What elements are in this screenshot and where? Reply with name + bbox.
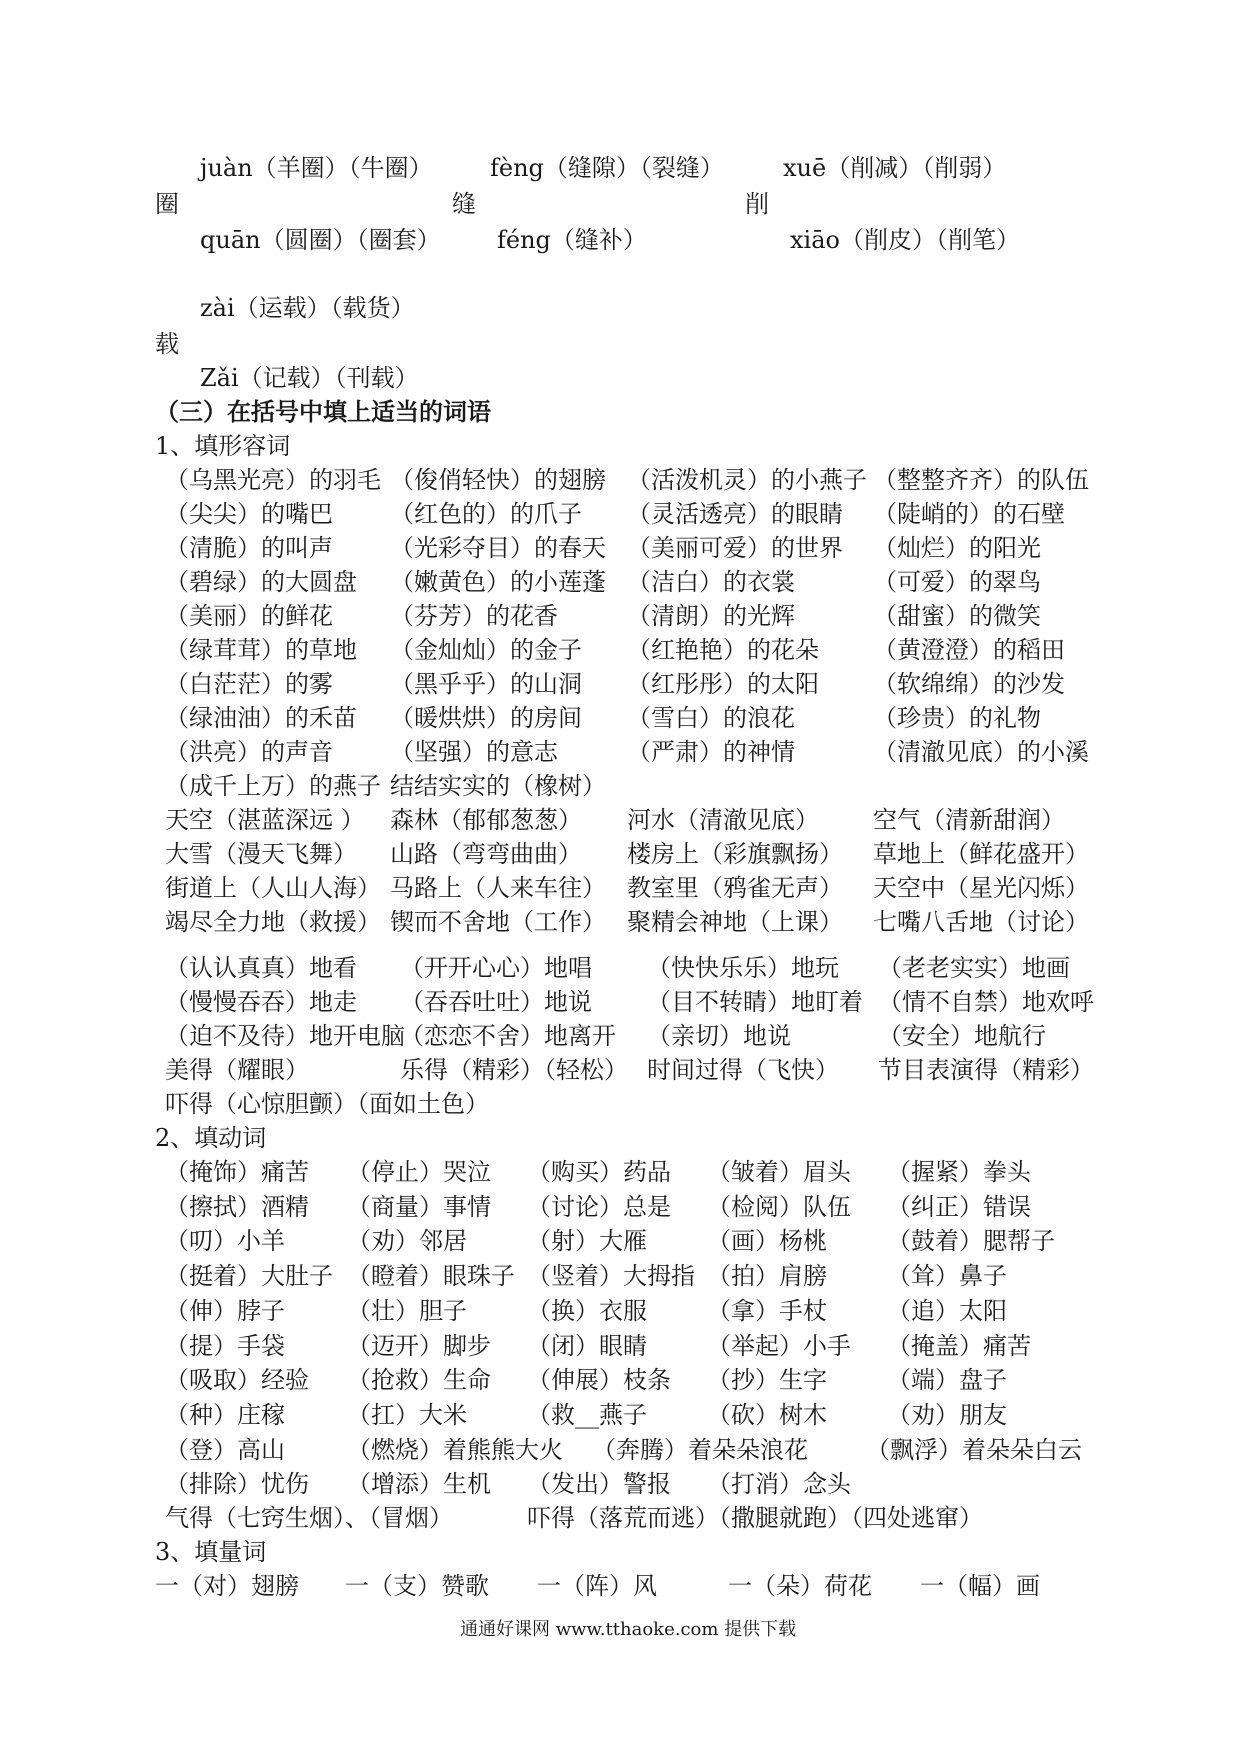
verb-item-r8-c1: （种）庄稼 bbox=[165, 1400, 285, 1429]
measure-item-1: 一（对）翅膀 bbox=[155, 1572, 299, 1600]
verb-item-r4-c2: （瞪着）眼珠子 bbox=[347, 1262, 515, 1291]
adjective-item-r7-c2: （黑乎乎）的山洞 bbox=[390, 670, 582, 698]
verb-item-r5-c5: （追）太阳 bbox=[887, 1296, 1007, 1325]
verb-item-r5-c1: （伸）脖子 bbox=[165, 1296, 285, 1325]
xue-reading-2: xiāo（削皮）（削笔） bbox=[790, 226, 1020, 254]
adjective-item-r2-c3: （灵活透亮）的眼睛 bbox=[627, 500, 843, 528]
adverb-item-r4-c2: 乐得（精彩）（轻松） bbox=[400, 1056, 628, 1084]
section-3-title: （三）在括号中填上适当的词语 bbox=[155, 397, 491, 426]
adjective-item-r11-c3: 河水（清澈见底） bbox=[627, 806, 819, 834]
verb-item-r2-c2: （商量）事情 bbox=[347, 1192, 491, 1221]
adjective-item-r6-c2: （金灿灿）的金子 bbox=[390, 636, 582, 664]
adjective-item-r9-c1: （洪亮）的声音 bbox=[165, 738, 333, 766]
xue-reading-1: xuē（削减）（削弱） bbox=[783, 154, 1007, 182]
verb-item-r3-c5: （鼓着）腮帮子 bbox=[887, 1227, 1055, 1256]
verb-item-r8-c2: （扛）大米 bbox=[347, 1400, 467, 1429]
adverb-item-r3-c3: （亲切）地说 bbox=[647, 1022, 791, 1050]
adverb-item-r2-c1: （慢慢吞吞）地走 bbox=[165, 988, 357, 1016]
verb-item-r2-c4: （检阅）队伍 bbox=[707, 1192, 851, 1221]
adverb-item-r1-c3: （快快乐乐）地玩 bbox=[647, 954, 839, 982]
page-footer: 通通好课网 www.tthaoke.com 提供下载 bbox=[460, 1619, 797, 1640]
verb-item-r6-c4: （举起）小手 bbox=[707, 1331, 851, 1360]
adjective-item-r13-c3: 教室里（鸦雀无声） bbox=[627, 874, 843, 902]
adjective-item-r6-c3: （红艳艳）的花朵 bbox=[627, 636, 819, 664]
subsection-3-title: 3、填量词 bbox=[155, 1538, 267, 1566]
adverb-item-r1-c4: （老老实实）地画 bbox=[878, 954, 1070, 982]
verb-item-r1-c1: （掩饰）痛苦 bbox=[165, 1158, 309, 1186]
adjective-item-r4-c1: （碧绿）的大圆盘 bbox=[165, 568, 357, 596]
feng-reading-2: féng（缝补） bbox=[497, 226, 647, 254]
zai-reading-2: Zǎi（记载）（刊载） bbox=[200, 364, 419, 392]
adjective-item-r10-c1: （成千上万）的燕子 bbox=[165, 772, 381, 800]
adjective-item-r1-c4: （整整齐齐）的队伍 bbox=[873, 466, 1089, 494]
verb-item-r1-c3: （购买）药品 bbox=[527, 1158, 671, 1186]
verb-item-r2-c5: （纠正）错误 bbox=[887, 1192, 1031, 1221]
measure-item-4: 一（朵）荷花 bbox=[728, 1572, 872, 1600]
verb-item-r5-c3: （换）衣服 bbox=[527, 1296, 647, 1325]
adverb-item-r3-c4: （安全）地航行 bbox=[878, 1022, 1046, 1050]
measure-item-3: 一（阵）风 bbox=[537, 1572, 657, 1600]
adjective-item-r5-c1: （美丽）的鲜花 bbox=[165, 602, 333, 630]
adjective-item-r7-c3: （红彤彤）的太阳 bbox=[627, 670, 819, 698]
subsection-1-title: 1、填形容词 bbox=[155, 432, 291, 460]
adjective-item-r13-c1: 街道上（人山人海） bbox=[165, 874, 381, 902]
adjective-item-r2-c1: （尖尖）的嘴巴 bbox=[165, 500, 333, 528]
verb-item-r4-c4: （拍）肩膀 bbox=[707, 1262, 827, 1291]
verb-item-r3-c1: （叨）小羊 bbox=[165, 1227, 285, 1256]
verb-item-r4-c1: （挺着）大肚子 bbox=[165, 1262, 333, 1291]
verb-row-9-item-2: （燃烧）着熊熊大火 bbox=[347, 1436, 563, 1464]
adverb-item-r4-c1: 美得（耀眼） bbox=[165, 1056, 309, 1084]
verb-item-r5-c2: （壮）胆子 bbox=[347, 1296, 467, 1325]
measure-item-2: 一（支）赞歌 bbox=[345, 1572, 489, 1600]
verb-item-r1-c4: （皱着）眉头 bbox=[707, 1158, 851, 1186]
adjective-item-r5-c2: （芬芳）的花香 bbox=[390, 602, 558, 630]
verb-item-r7-c5: （端）盘子 bbox=[887, 1366, 1007, 1395]
adjective-item-r4-c2: （嫩黄色）的小莲蓬 bbox=[390, 568, 606, 596]
adjective-item-r7-c4: （软绵绵）的沙发 bbox=[873, 670, 1065, 698]
verb-item-r4-c5: （耸）鼻子 bbox=[887, 1262, 1007, 1291]
quan-reading-2: quān（圆圈）（圈套） bbox=[200, 226, 441, 254]
xue-char: 削 bbox=[745, 190, 769, 218]
adjective-item-r8-c2: （暖烘烘）的房间 bbox=[390, 704, 582, 732]
adjective-item-r12-c2: 山路（弯弯曲曲） bbox=[390, 840, 582, 868]
verb-row-11-item-1: 气得（七窍生烟）、（冒烟） bbox=[165, 1504, 453, 1532]
adjective-item-r4-c4: （可爱）的翠鸟 bbox=[873, 568, 1041, 596]
adverb-item-r4-c4: 节目表演得（精彩） bbox=[878, 1056, 1094, 1084]
adverb-item-r4-c3: 时间过得（飞快） bbox=[647, 1056, 839, 1084]
adjective-item-r3-c1: （清脆）的叫声 bbox=[165, 534, 333, 562]
adjective-item-r8-c4: （珍贵）的礼物 bbox=[873, 704, 1041, 732]
verb-item-r8-c3: （救__燕子 bbox=[527, 1400, 647, 1429]
verb-item-r2-c3: （讨论）总是 bbox=[527, 1192, 671, 1221]
adjective-item-r3-c4: （灿烂）的阳光 bbox=[873, 534, 1041, 562]
adjective-item-r1-c3: （活泼机灵）的小燕子 bbox=[627, 466, 867, 494]
adjective-item-r14-c2: 锲而不舍地（工作） bbox=[390, 908, 606, 936]
verb-item-r1-c5: （握紧）拳头 bbox=[887, 1158, 1031, 1186]
adjective-item-r10-c2: 结结实实的（橡树） bbox=[390, 772, 606, 800]
verb-item-r3-c2: （劝）邻居 bbox=[347, 1227, 467, 1256]
adjective-item-r3-c3: （美丽可爱）的世界 bbox=[627, 534, 843, 562]
quan-char: 圈 bbox=[155, 190, 179, 218]
adjective-item-r1-c1: （乌黑光亮）的羽毛 bbox=[165, 466, 381, 494]
adverb-item-r2-c4: （情不自禁）地欢呼 bbox=[878, 988, 1094, 1016]
verb-item-r7-c4: （抄）生字 bbox=[707, 1366, 827, 1395]
verb-item-r7-c1: （吸取）经验 bbox=[165, 1366, 309, 1395]
feng-char: 缝 bbox=[452, 190, 476, 218]
adjective-item-r6-c4: （黄澄澄）的稻田 bbox=[873, 636, 1065, 664]
adverb-item-r1-c2: （开开心心）地唱 bbox=[400, 954, 592, 982]
verb-item-r7-c3: （伸展）枝条 bbox=[527, 1366, 671, 1395]
adjective-item-r8-c3: （雪白）的浪花 bbox=[627, 704, 795, 732]
verb-item-r4-c3: （竖着）大拇指 bbox=[527, 1262, 695, 1291]
adjective-item-r14-c4: 七嘴八舌地（讨论） bbox=[873, 908, 1089, 936]
adjective-item-r14-c1: 竭尽全力地（救援） bbox=[165, 908, 381, 936]
adjective-item-r4-c3: （洁白）的衣裳 bbox=[627, 568, 795, 596]
adjective-item-r3-c2: （光彩夺目）的春天 bbox=[390, 534, 606, 562]
quan-reading-1: juàn（羊圈）（牛圈） bbox=[200, 154, 433, 182]
verb-item-r6-c3: （闭）眼睛 bbox=[527, 1331, 647, 1360]
adjective-item-r12-c4: 草地上（鲜花盛开） bbox=[873, 840, 1089, 868]
adjective-item-r14-c3: 聚精会神地（上课） bbox=[627, 908, 843, 936]
verb-row-10-item-3: （发出）警报 bbox=[527, 1470, 671, 1498]
adjective-item-r12-c1: 大雪（漫天飞舞） bbox=[165, 840, 357, 868]
verb-row-10-item-1: （排除）忧伤 bbox=[165, 1470, 309, 1498]
verb-item-r3-c4: （画）杨桃 bbox=[707, 1227, 827, 1256]
adjective-item-r9-c4: （清澈见底）的小溪 bbox=[873, 738, 1089, 766]
verb-row-9-item-3: （奔腾）着朵朵浪花 bbox=[592, 1436, 808, 1464]
verb-row-11-item-2: 吓得（落荒而逃）（撒腿就跑）（四处逃窜） bbox=[527, 1504, 983, 1532]
verb-item-r6-c1: （提）手袋 bbox=[165, 1331, 285, 1360]
adverb-item-r1-c1: （认认真真）地看 bbox=[165, 954, 357, 982]
adjective-item-r2-c2: （红色的）的爪子 bbox=[390, 500, 582, 528]
verb-item-r3-c3: （射）大雁 bbox=[527, 1227, 647, 1256]
subsection-2-title: 2、填动词 bbox=[155, 1124, 267, 1152]
adverb-item-r3-c1: （迫不及待）地开电脑 bbox=[165, 1022, 405, 1050]
adverb-item-r3-c2: （恋恋不舍）地离开 bbox=[400, 1022, 616, 1050]
adjective-item-r8-c1: （绿油油）的禾苗 bbox=[165, 704, 357, 732]
adjective-item-r13-c4: 天空中（星光闪烁） bbox=[873, 874, 1089, 902]
adverb-item-r2-c3: （目不转睛）地盯着 bbox=[647, 988, 863, 1016]
verb-item-r8-c5: （劝）朋友 bbox=[887, 1400, 1007, 1429]
adjective-last-line: 吓得（心惊胆颤）（面如土色） bbox=[165, 1090, 489, 1118]
measure-item-5: 一（幅）画 bbox=[920, 1572, 1040, 1600]
adjective-item-r7-c1: （白茫茫）的雾 bbox=[165, 670, 333, 698]
verb-row-10-item-2: （增添）生机 bbox=[347, 1470, 491, 1498]
verb-item-r7-c2: （抢救）生命 bbox=[347, 1366, 491, 1395]
verb-item-r1-c2: （停止）哭泣 bbox=[347, 1158, 491, 1186]
adjective-item-r13-c2: 马路上（人来车往） bbox=[390, 874, 606, 902]
adjective-item-r5-c4: （甜蜜）的微笑 bbox=[873, 602, 1041, 630]
verb-row-10-item-4: （打消）念头 bbox=[707, 1470, 851, 1498]
verb-item-r8-c4: （砍）树木 bbox=[707, 1400, 827, 1429]
adjective-item-r9-c2: （坚强）的意志 bbox=[390, 738, 558, 766]
adverb-item-r2-c2: （吞吞吐吐）地说 bbox=[400, 988, 592, 1016]
adjective-item-r2-c4: （陡峭的）的石壁 bbox=[873, 500, 1065, 528]
adjective-item-r1-c2: （俊俏轻快）的翅膀 bbox=[390, 466, 606, 494]
verb-item-r2-c1: （擦拭）酒精 bbox=[165, 1192, 309, 1221]
verb-item-r5-c4: （拿）手杖 bbox=[707, 1296, 827, 1325]
zai-reading-1: zài（运载）（载货） bbox=[200, 294, 415, 322]
verb-item-r6-c5: （掩盖）痛苦 bbox=[887, 1331, 1031, 1360]
adjective-item-r11-c1: 天空（湛蓝深远 ） bbox=[165, 806, 365, 834]
adjective-item-r5-c3: （清朗）的光辉 bbox=[627, 602, 795, 630]
feng-reading-1: fèng（缝隙）（裂缝） bbox=[490, 154, 724, 182]
verb-item-r6-c2: （迈开）脚步 bbox=[347, 1331, 491, 1360]
adjective-item-r6-c1: （绿茸茸）的草地 bbox=[165, 636, 357, 664]
adjective-item-r9-c3: （严肃）的神情 bbox=[627, 738, 795, 766]
verb-row-9-item-4: （飘浮）着朵朵白云 bbox=[866, 1436, 1082, 1464]
verb-row-9-item-1: （登）高山 bbox=[165, 1436, 285, 1464]
adjective-item-r12-c3: 楼房上（彩旗飘扬） bbox=[627, 840, 843, 868]
adjective-item-r11-c2: 森林（郁郁葱葱） bbox=[390, 806, 582, 834]
adjective-item-r11-c4: 空气（清新甜润） bbox=[873, 806, 1065, 834]
zai-char: 载 bbox=[155, 330, 179, 358]
